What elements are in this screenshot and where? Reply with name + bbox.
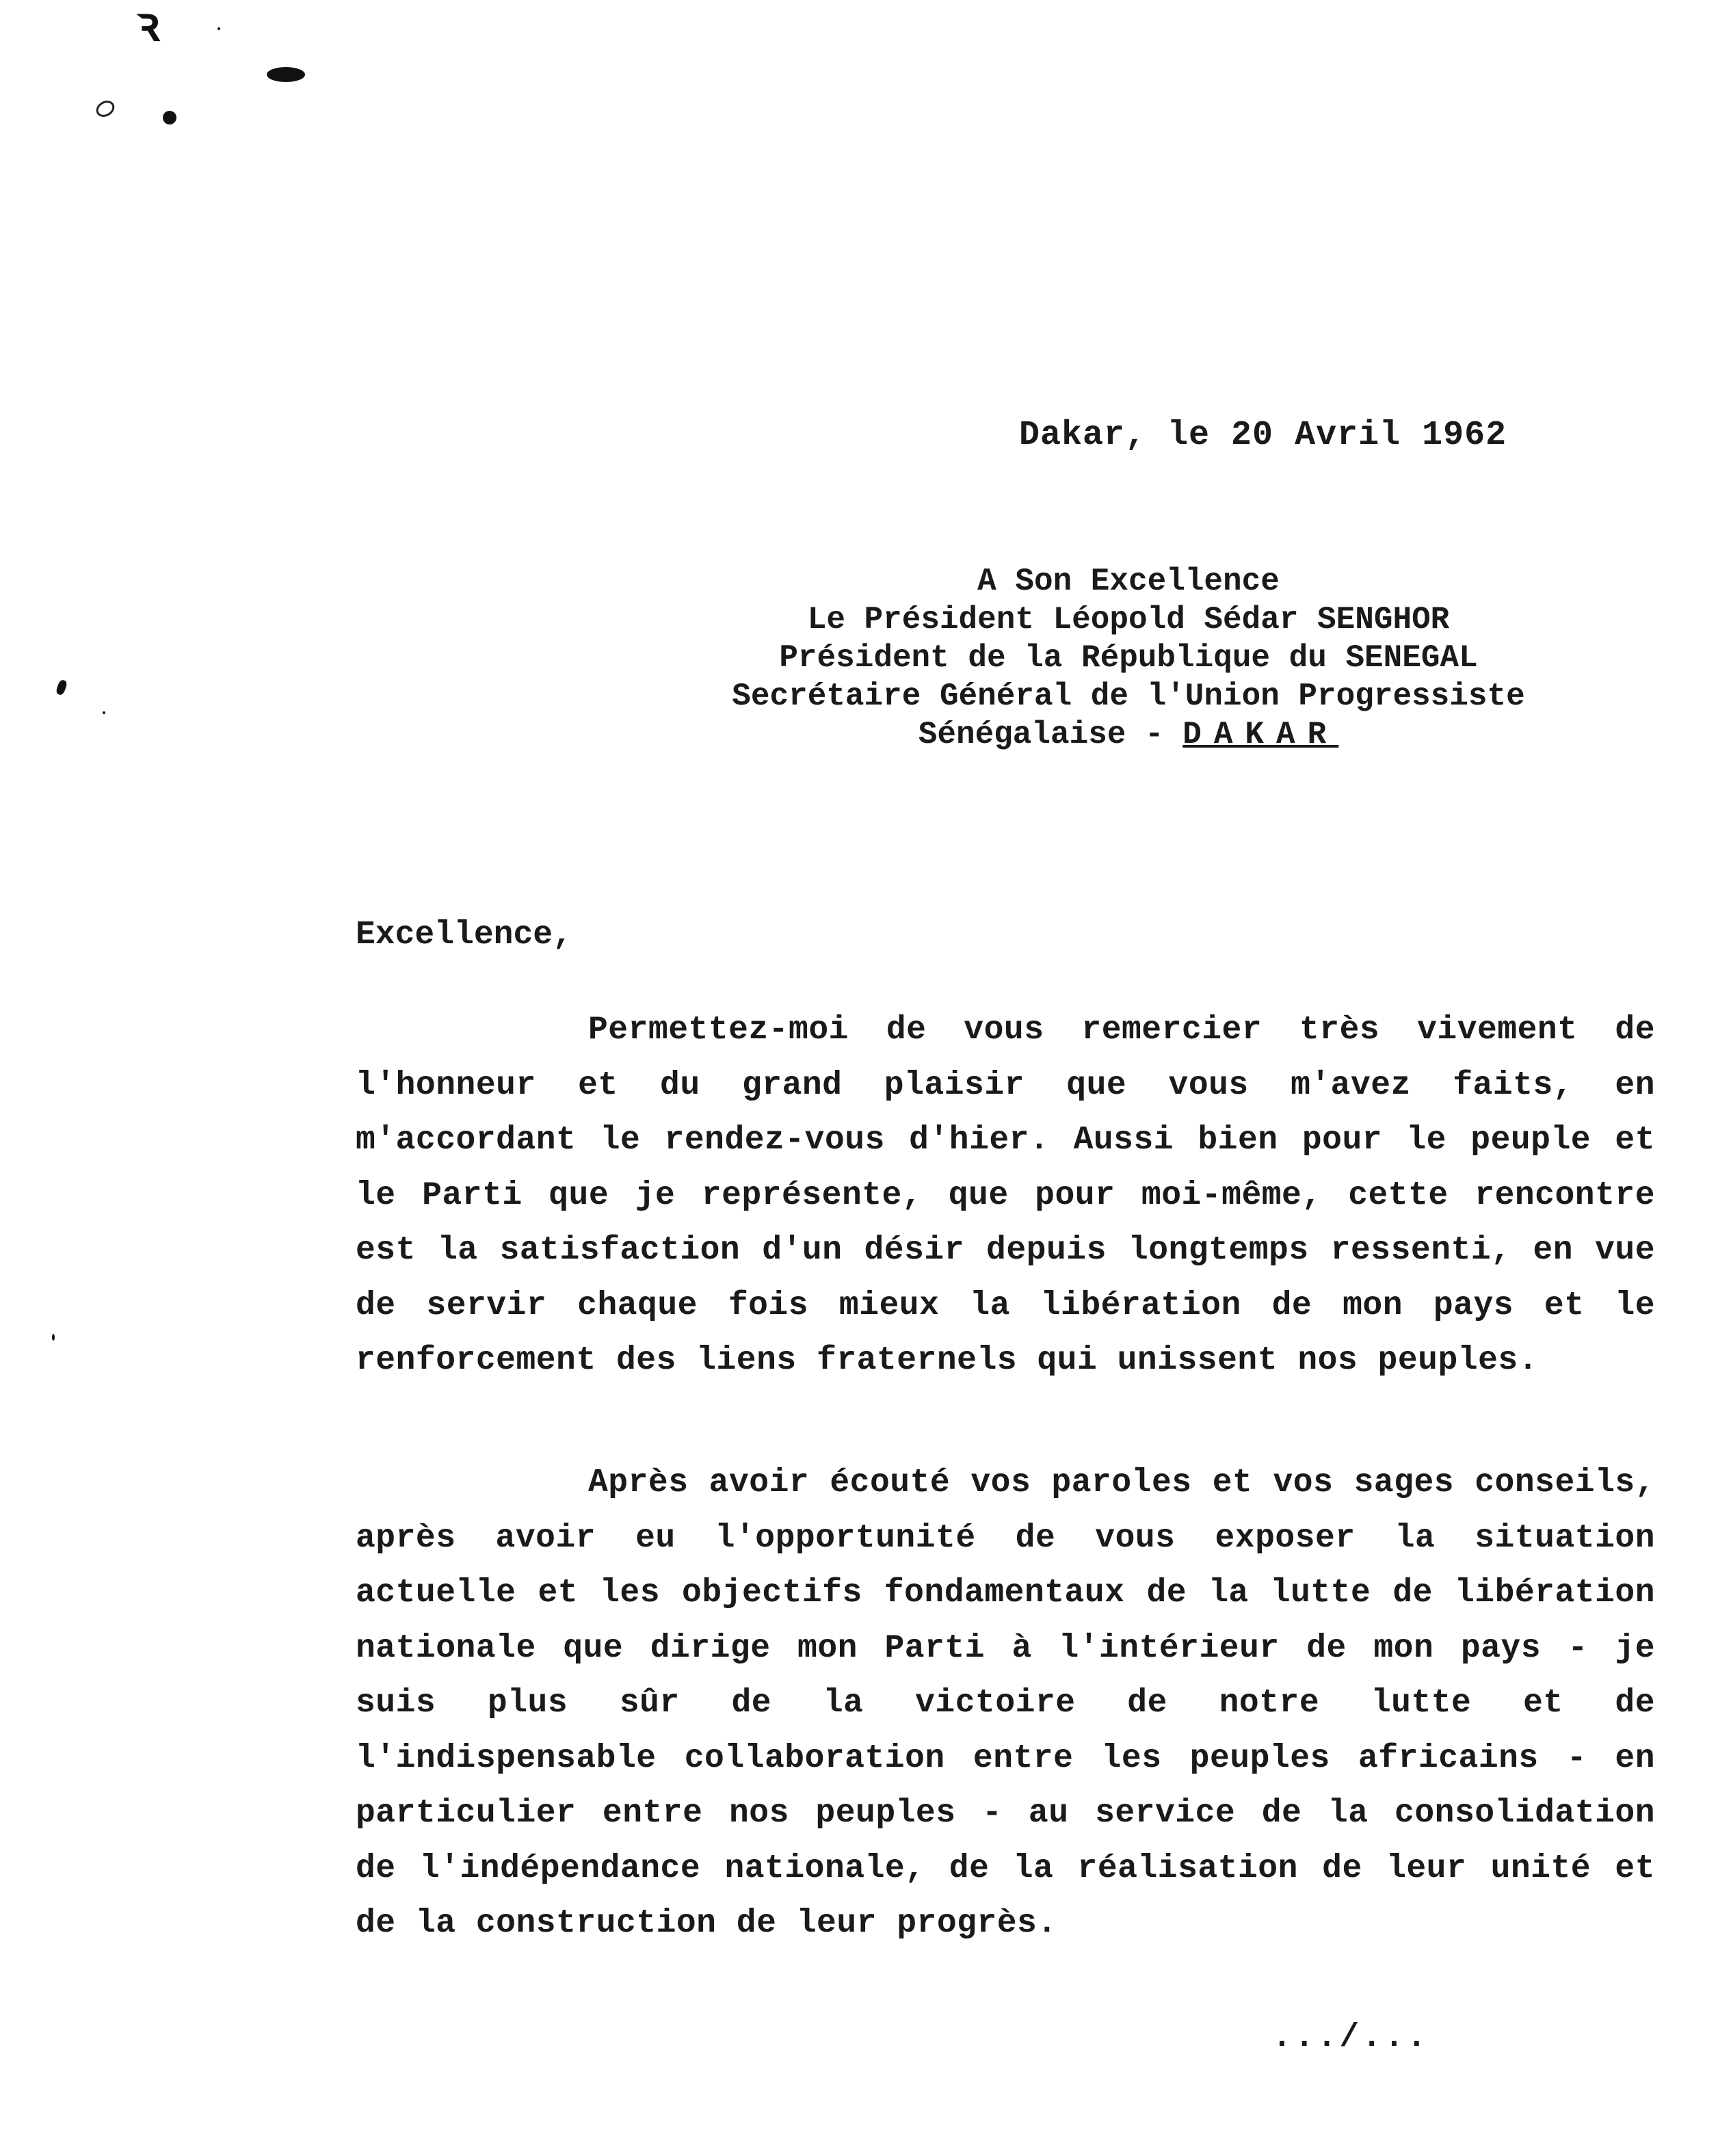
recipient-line: Sénégalaise - <box>918 717 1183 752</box>
ink-dot <box>163 111 176 124</box>
ink-blot <box>267 67 305 82</box>
ink-speck <box>103 711 105 714</box>
recipient-line: Le Président Léopold Sédar SENGHOR <box>807 602 1450 637</box>
body-paragraph: Permettez-moi de vous remercier très vivement de l'honneur et du grand plaisir que vous m'avez faits, en m'accordant le rendez-vous d'hier. Aussi bien pour le peuple et le Parti que je représente, que pour moi-même, cette rencontre est la satisfaction d'un désir depuis longtemps ressenti, en vue de servir chaque fois mieux la libération de mon pays et le renforcement des liens fraternels qui unissent nos peuples. <box>356 1012 1655 1379</box>
recipient-line-last <box>650 715 1607 754</box>
ink-dot <box>55 679 68 696</box>
recipient-line: Secrétaire Général de l'Union Progressiste <box>732 679 1525 714</box>
ink-speck <box>52 1334 55 1341</box>
ink-speck <box>217 27 220 30</box>
recipient-line: Président de la République du SENEGAL <box>779 640 1478 676</box>
salutation: Excellence, <box>356 917 572 954</box>
letter-date: Dakar, le 20 Avril 1962 <box>1019 416 1507 455</box>
body-paragraph: Après avoir écouté vos paroles et vos sages conseils, après avoir eu l'opportunité de vous exposer la situation actuelle et les objectifs fondamentaux de la lutte de libération nationale que dirige mon Parti à l'intérieur de mon pays - je suis plus sûr de la victoire de notre lutte et de l'indispensable collaboration entre les peuples africains - en particulier entre nos peuples - au service de la consolidation de l'indépendance nationale, de la réalisation de leur unité et de la construction de leur progrès. <box>356 1464 1655 1942</box>
recipient-line: A Son Excellence <box>977 564 1280 599</box>
destination-city: DAKAR <box>1182 717 1339 752</box>
continuation-mark: .../... <box>1272 2019 1429 2056</box>
handwritten-mark: ꝛ <box>137 0 160 52</box>
ink-circle <box>93 97 117 120</box>
recipient-address <box>650 562 1607 754</box>
